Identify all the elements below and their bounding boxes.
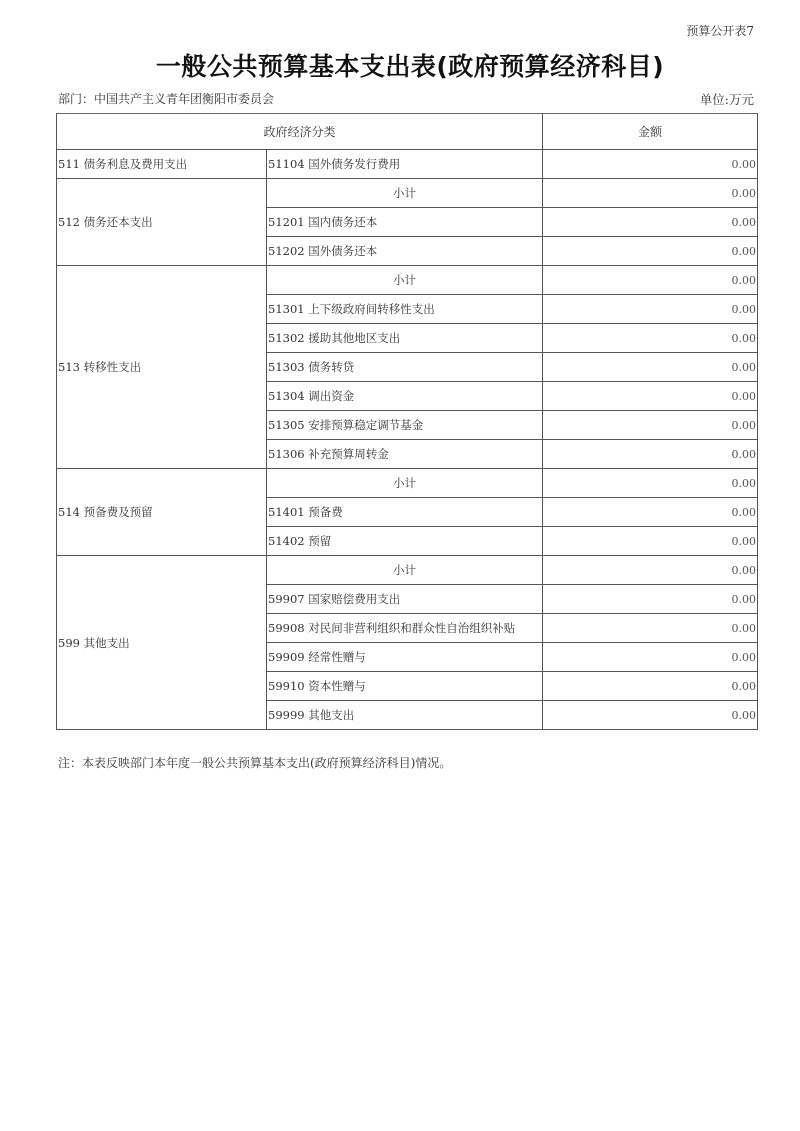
- item-cell: 59909 经常性赠与: [267, 643, 543, 672]
- category-cell: 512 债务还本支出: [57, 179, 267, 266]
- category-cell: 511 债务利息及费用支出: [57, 150, 267, 179]
- amount-cell: 0.00: [543, 295, 758, 324]
- footnote: 注：本表反映部门本年度一般公共预算基本支出(政府预算经济科目)情况。: [58, 756, 452, 770]
- amount-cell: 0.00: [543, 469, 758, 498]
- table-row: [57, 266, 758, 295]
- category-cell: 599 其他支出: [57, 556, 267, 730]
- amount-cell: 0.00: [543, 266, 758, 295]
- unit-label: 单位:万元: [699, 92, 754, 107]
- amount-cell: 0.00: [543, 353, 758, 382]
- table-row: [57, 150, 758, 179]
- amount-cell: 0.00: [543, 585, 758, 614]
- category-cell: 514 预备费及预留: [57, 469, 267, 556]
- item-cell: 59910 资本性赠与: [267, 672, 543, 701]
- amount-cell: 0.00: [543, 672, 758, 701]
- subtotal-cell: 小计: [267, 556, 543, 585]
- table-row: [57, 556, 758, 585]
- item-cell: 51401 预备费: [267, 498, 543, 527]
- amount-cell: 0.00: [543, 208, 758, 237]
- table-row: [57, 469, 758, 498]
- page-title: 一般公共预算基本支出表(政府预算经济科目): [155, 52, 665, 81]
- item-cell: 51202 国外债务还本: [267, 237, 543, 266]
- item-cell: 59999 其他支出: [267, 701, 543, 730]
- amount-cell: 0.00: [543, 411, 758, 440]
- amount-cell: 0.00: [543, 527, 758, 556]
- column-header-amount: 金额: [543, 114, 758, 150]
- amount-cell: 0.00: [543, 382, 758, 411]
- column-header-classification: 政府经济分类: [57, 114, 543, 150]
- table-header-row: [57, 114, 758, 150]
- table-row: [57, 179, 758, 208]
- amount-cell: 0.00: [543, 614, 758, 643]
- amount-cell: 0.00: [543, 179, 758, 208]
- item-cell: 51305 安排预算稳定调节基金: [267, 411, 543, 440]
- amount-cell: 0.00: [543, 643, 758, 672]
- item-cell: 51303 债务转贷: [267, 353, 543, 382]
- amount-cell: 0.00: [543, 150, 758, 179]
- amount-cell: 0.00: [543, 556, 758, 585]
- item-cell: 51104 国外债务发行费用: [267, 150, 543, 179]
- item-cell: 59907 国家赔偿费用支出: [267, 585, 543, 614]
- amount-cell: 0.00: [543, 237, 758, 266]
- amount-cell: 0.00: [543, 440, 758, 469]
- category-cell: 513 转移性支出: [57, 266, 267, 469]
- item-cell: 51304 调出资金: [267, 382, 543, 411]
- budget-table: [56, 113, 758, 730]
- item-cell: 51402 预留: [267, 527, 543, 556]
- amount-cell: 0.00: [543, 498, 758, 527]
- subtotal-cell: 小计: [267, 179, 543, 208]
- item-cell: 51306 补充预算周转金: [267, 440, 543, 469]
- item-cell: 51302 援助其他地区支出: [267, 324, 543, 353]
- item-cell: 51201 国内债务还本: [267, 208, 543, 237]
- subtotal-cell: 小计: [267, 266, 543, 295]
- item-cell: 51301 上下级政府间转移性支出: [267, 295, 543, 324]
- subtotal-cell: 小计: [267, 469, 543, 498]
- amount-cell: 0.00: [543, 701, 758, 730]
- amount-cell: 0.00: [543, 324, 758, 353]
- department-label: 部门：中国共产主义青年团衡阳市委员会: [58, 92, 275, 106]
- form-code-label: 预算公开表7: [686, 24, 754, 38]
- item-cell: 59908 对民间非营利组织和群众性自治组织补贴: [267, 614, 543, 643]
